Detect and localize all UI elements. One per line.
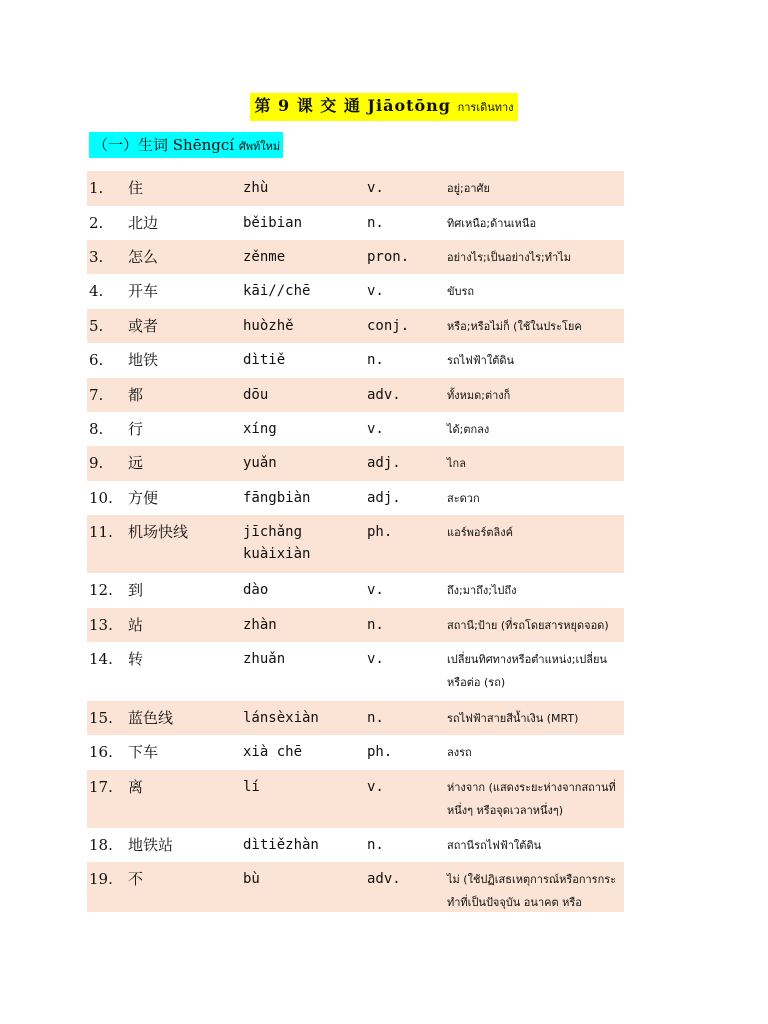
entry-thai-meaning: สถานีรถไฟฟ้าใต้ดิน	[447, 839, 542, 852]
vocab-row	[87, 171, 624, 206]
entry-thai-meaning: สะดวก	[447, 492, 480, 505]
vocab-row	[87, 608, 624, 642]
section-heading	[89, 132, 283, 158]
entry-thai-meaning: แอร์พอร์ตลิงค์	[447, 526, 513, 539]
vocab-row	[87, 240, 624, 274]
entry-hanzi: 不	[128, 870, 144, 888]
entry-thai-meaning: ทิศเหนือ;ด้านเหนือ	[447, 217, 537, 230]
entry-pinyin: yuǎn	[243, 455, 277, 471]
entry-pinyin: dào	[243, 582, 269, 598]
vocab-row	[87, 642, 624, 701]
vocab-row	[87, 573, 624, 608]
entry-pinyin: zěnme	[243, 249, 286, 265]
entry-hanzi: 转	[128, 650, 144, 668]
lesson-title-thai: การเดินทาง	[457, 101, 514, 114]
entry-number: 9.	[89, 454, 104, 472]
vocabulary-table	[87, 171, 624, 912]
entry-pinyin: jīchǎng kuàixiàn	[243, 524, 311, 562]
entry-part-of-speech: adj.	[367, 490, 401, 506]
entry-number: 10.	[89, 489, 113, 507]
entry-hanzi: 行	[128, 420, 144, 438]
entry-part-of-speech: adj.	[367, 455, 401, 471]
entry-part-of-speech: adv.	[367, 387, 401, 403]
entry-hanzi: 地铁	[128, 351, 159, 369]
entry-number: 14.	[89, 650, 113, 668]
lesson-title	[250, 93, 517, 121]
entry-number: 18.	[89, 836, 113, 854]
entry-pinyin: fāngbiàn	[243, 490, 311, 506]
entry-pinyin: dìtiězhàn	[243, 837, 319, 853]
vocab-row	[87, 343, 624, 378]
entry-number: 19.	[89, 870, 113, 888]
entry-hanzi: 住	[128, 179, 144, 197]
vocab-row	[87, 770, 624, 828]
entry-pinyin: dìtiě	[243, 352, 286, 368]
entry-number: 3.	[89, 248, 104, 266]
vocab-row	[87, 735, 624, 770]
entry-hanzi: 地铁站	[128, 836, 174, 854]
vocab-row	[87, 378, 624, 412]
entry-pinyin: lí	[243, 779, 260, 795]
entry-part-of-speech: ph.	[367, 744, 393, 760]
entry-thai-meaning: ถึง;มาถึง;ไปถึง	[447, 584, 517, 597]
entry-number: 12.	[89, 581, 113, 599]
entry-hanzi: 或者	[128, 317, 159, 335]
entry-hanzi: 机场快线	[128, 523, 189, 541]
entry-thai-meaning: รถไฟฟ้าใต้ดิน	[447, 354, 515, 367]
entry-thai-meaning: อยู่;อาศัย	[447, 182, 490, 195]
entry-hanzi: 方便	[128, 489, 159, 507]
entry-hanzi: 都	[128, 386, 144, 404]
entry-number: 8.	[89, 420, 104, 438]
vocab-row	[87, 828, 624, 862]
entry-part-of-speech: conj.	[367, 318, 410, 334]
entry-part-of-speech: adv.	[367, 871, 401, 887]
entry-pinyin: zhuǎn	[243, 651, 286, 667]
vocab-row	[87, 481, 624, 515]
vocab-row	[87, 862, 624, 912]
entry-pinyin: xià chē	[243, 744, 303, 760]
entry-part-of-speech: pron.	[367, 249, 410, 265]
entry-number: 13.	[89, 616, 113, 634]
entry-part-of-speech: ph.	[367, 524, 393, 540]
entry-number: 1.	[89, 179, 104, 197]
entry-thai-meaning: ลงรถ	[447, 746, 472, 759]
entry-number: 4.	[89, 282, 104, 300]
lesson-title-container	[0, 93, 768, 121]
entry-pinyin: bù	[243, 871, 260, 887]
entry-pinyin: běibian	[243, 215, 303, 231]
section-heading-label: （一）生词 Shēngcí	[93, 136, 239, 154]
entry-hanzi: 下车	[128, 743, 159, 761]
vocab-row	[87, 274, 624, 309]
entry-part-of-speech: n.	[367, 710, 384, 726]
entry-part-of-speech: v.	[367, 582, 384, 598]
entry-pinyin: zhàn	[243, 617, 277, 633]
entry-hanzi: 开车	[128, 282, 159, 300]
entry-thai-meaning: ได้;ตกลง	[447, 423, 490, 436]
entry-thai-meaning: เปลี่ยนทิศทางหรือตำแหน่ง;เปลี่ยนหรือต่อ (รถ)	[447, 653, 607, 689]
vocab-row	[87, 446, 624, 481]
entry-hanzi: 怎么	[128, 248, 159, 266]
vocab-row	[87, 515, 624, 573]
lesson-title-main: 第 9 课 交 通 Jiāotōng	[254, 96, 458, 115]
entry-part-of-speech: n.	[367, 837, 384, 853]
entry-pinyin: huòzhě	[243, 318, 294, 334]
entry-part-of-speech: v.	[367, 283, 384, 299]
entry-number: 17.	[89, 778, 113, 796]
entry-thai-meaning: ขับรถ	[447, 285, 475, 298]
entry-number: 2.	[89, 214, 104, 232]
entry-hanzi: 离	[128, 778, 144, 796]
entry-thai-meaning: ทั้งหมด;ต่างก็	[447, 389, 511, 402]
entry-part-of-speech: n.	[367, 617, 384, 633]
entry-number: 5.	[89, 317, 104, 335]
entry-thai-meaning: ไม่ (ใช้ปฏิเสธเหตุการณ์หรือการกระทำที่เป็นปัจจุบัน อนาคต หรือ	[447, 873, 617, 909]
entry-part-of-speech: n.	[367, 215, 384, 231]
entry-part-of-speech: v.	[367, 651, 384, 667]
entry-thai-meaning: ห่างจาก (แสดงระยะห่างจากสถานที่หนึ่งๆ หรือจุดเวลาหนึ่งๆ)	[447, 781, 616, 817]
entry-part-of-speech: v.	[367, 180, 384, 196]
entry-hanzi: 到	[128, 581, 144, 599]
entry-hanzi: 远	[128, 454, 144, 472]
vocab-row	[87, 309, 624, 343]
entry-number: 16.	[89, 743, 113, 761]
section-heading-thai: ศัพท์ใหม่	[238, 140, 281, 153]
entry-thai-meaning: หรือ;หรือไม่ก็ (ใช้ในประโยค	[447, 320, 582, 333]
entry-hanzi: 蓝色线	[128, 709, 174, 727]
entry-pinyin: dōu	[243, 387, 269, 403]
vocab-row	[87, 206, 624, 240]
vocab-row	[87, 412, 624, 446]
vocab-row	[87, 701, 624, 735]
entry-thai-meaning: อย่างไร;เป็นอย่างไร;ทำไม	[447, 251, 571, 264]
entry-thai-meaning: สถานี;ป้าย (ที่รถโดยสารหยุดจอด)	[447, 619, 609, 632]
entry-hanzi: 北边	[128, 214, 159, 232]
entry-pinyin: kāi//chē	[243, 283, 311, 299]
entry-pinyin: xíng	[243, 421, 277, 437]
entry-part-of-speech: v.	[367, 421, 384, 437]
entry-pinyin: lánsèxiàn	[243, 710, 319, 726]
entry-thai-meaning: ไกล	[447, 457, 466, 470]
entry-number: 7.	[89, 386, 104, 404]
entry-thai-meaning: รถไฟฟ้าสายสีน้ำเงิน (MRT)	[447, 712, 579, 725]
entry-part-of-speech: v.	[367, 779, 384, 795]
entry-number: 11.	[89, 523, 113, 541]
entry-number: 15.	[89, 709, 113, 727]
entry-number: 6.	[89, 351, 104, 369]
entry-part-of-speech: n.	[367, 352, 384, 368]
entry-pinyin: zhù	[243, 180, 269, 196]
entry-hanzi: 站	[128, 616, 144, 634]
